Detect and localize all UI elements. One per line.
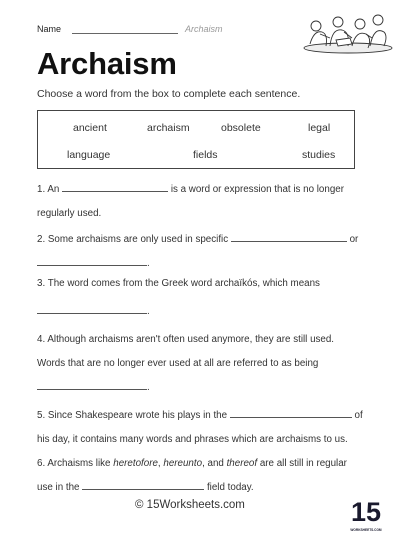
header-topic: Archaism (185, 24, 223, 34)
question-text: is a word or expression that is no longer (170, 184, 344, 195)
word-bank-item: studies (302, 149, 336, 161)
question-text: Words that are no longer ever used at all are referred to as being (37, 358, 319, 369)
question-text: . (147, 258, 150, 269)
question-text: , and (202, 458, 227, 469)
question-3 (37, 272, 382, 324)
word-bank-item: fields (193, 149, 218, 161)
answer-blank[interactable] (37, 303, 147, 314)
word-bank-item: obsolete (221, 122, 261, 134)
worksheets-logo (352, 494, 380, 534)
answer-blank[interactable] (230, 407, 352, 418)
logo-number: 15 (350, 497, 382, 527)
question-text: 4. Although archaisms aren't often used anymore, they are still used. (37, 334, 335, 345)
instructions: Choose a word from the box to complete each sentence. (37, 88, 301, 100)
question-text: his day, it contains many words and phrases which are archaisms to us. (37, 434, 348, 445)
scholars-illustration (300, 8, 396, 56)
name-label: Name (37, 24, 62, 34)
question-text: field today. (206, 482, 254, 493)
question-6 (37, 452, 382, 500)
word-bank-item: ancient (73, 122, 107, 134)
word-bank (37, 110, 355, 169)
answer-blank[interactable] (37, 379, 147, 390)
question-text: , (157, 458, 164, 469)
question-text: are all still in regular (259, 458, 347, 469)
answer-blank[interactable] (82, 479, 204, 490)
question-text: use in the (37, 482, 80, 493)
page-title: Archaism (37, 46, 177, 81)
answer-blank[interactable] (62, 181, 168, 192)
name-field[interactable] (72, 33, 178, 34)
question-text: 2. Some archaisms are only used in specific (37, 234, 229, 245)
question-text: of (354, 410, 363, 421)
question-text: heretofore (113, 458, 158, 469)
answer-blank[interactable] (37, 255, 147, 266)
question-5 (37, 404, 382, 452)
question-text: 6. Archaisms like (37, 458, 111, 469)
word-bank-item: legal (308, 122, 331, 134)
question-text: . (147, 306, 150, 317)
question-text: 1. An (37, 184, 60, 195)
word-bank-item: language (67, 149, 111, 161)
logo-subtext: WORKSHEETS.COM (350, 528, 382, 532)
question-4 (37, 328, 382, 400)
question-text: 3. The word comes from the Greek word archaïkós, which means (37, 278, 320, 289)
footer-copyright: © 15Worksheets.com (135, 499, 245, 511)
word-bank-item: archaism (147, 122, 190, 134)
question-text: . (147, 382, 150, 393)
question-text: 5. Since Shakespeare wrote his plays in the (37, 410, 228, 421)
question-2 (37, 228, 382, 276)
question-text: hereunto (163, 458, 203, 469)
answer-blank[interactable] (231, 231, 347, 242)
question-text: or (349, 234, 359, 245)
question-text: regularly used. (37, 208, 102, 219)
question-text: thereof (226, 458, 258, 469)
question-1 (37, 178, 382, 226)
